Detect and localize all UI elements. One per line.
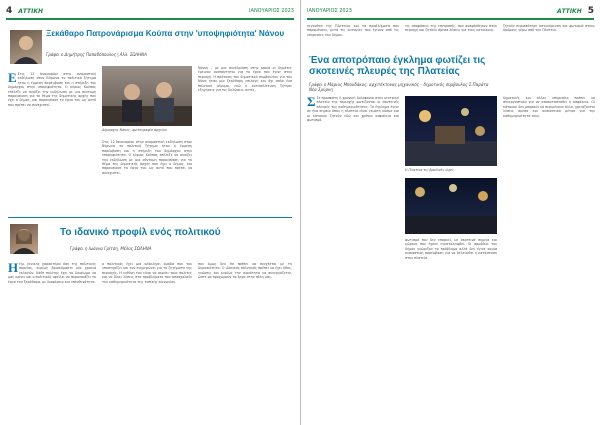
right-page <box>300 0 600 425</box>
right-article-title: Ένα αποτρόπαιο έγκλημα φωτίζει τις σκοτεινές πλευρές της Πλατείας <box>309 55 486 77</box>
right-date: ΙΑΝΟΥΑΡΙΟΣ 2023 <box>307 8 352 14</box>
right-masthead: ΑΤΤΙΚΗ <box>557 7 582 15</box>
right-article-caption: Η Πλατεία τις βραδινές ώρες <box>405 168 454 172</box>
left-masthead: ΑΤΤΙΚΗ <box>18 7 43 15</box>
article1-caption: Δήμαρχος Νάνος, φωτογραφία αρχείου <box>102 128 167 132</box>
right-article-text-col1: Σ Σε προσφάτη ή χρονική δολοφονία στην κεντρική πλατεία της περιοχής φωτίζονται οι σκοτεινές πλευρές της καθημερινότητας. Το έγκλημα έγινε σε ένα σημείο όπου η πλατεία είναι γεμάτη κόσμο και οι κάτοικοι ζητούν εδώ και χρόνια ασφάλεια και φωτισμό. <box>307 96 399 123</box>
dropcap: Ε <box>8 72 17 85</box>
right-page-number: 5 <box>587 6 594 16</box>
square-photo <box>405 96 497 166</box>
article2-byline: Γράφει η Ιωάννα Γρίτση, Μέλος ΣΩΛΗΝΑ <box>70 246 152 251</box>
article2-text-col1: Η Ημ. γενικής χαρακτήρα όψη της πολιτικής πορείας, κυρίως βρισκόμαστε μία χρονιά εκλογών. Κάθε πολίτης έχει το δικαίωμα να μας κρίνει και ο πολιτικός οφείλει να παρουσιάζει το έργο του ξεκάθαρα, με διαφάνεια και υπευθυνότητα. <box>8 262 96 284</box>
left-header-rule <box>6 18 294 20</box>
dropcap-2: Η <box>8 262 19 275</box>
top-text-col1: γεγονότα της Πλατείας και τα προβλήματα που παραμένουν, μετά τις αυτοψίες που έγιναν από τις υπηρεσίες του δήμου. <box>307 24 399 37</box>
author-photo <box>10 30 42 64</box>
article2-text-col3: που όμως δεν θα πρέπει να συγχέεται με τη δημοσιότητα. Ο ιδανικός πολιτικός πρέπει να έχει ήθος, γνώσεις και κυρίως την ικανότητα να συνεργάζεται, ώστε να προχωρούν τα έργα στην πόλη μας. <box>198 262 292 280</box>
top-text-col3: ζητούν περισσότερη αστυνόμευση και φωτισμό στους δρόμους γύρω από την Πλατεία. <box>503 24 595 33</box>
article1-byline: Γράφει ο Δημήτρης Παπαδόπουλος | Αλλ. ΣΩΛΗΝΑ <box>46 52 147 57</box>
left-date: ΙΑΝΟΥΑΡΙΟΣ 2023 <box>249 8 294 14</box>
right-article-text-col2: φωτισμό που δεν επαρκεί, με σκοτεινά σημεία και χώρους που έχουν εγκαταλειφθεί. Οι αρμόδιοι του δήμου γνώριζαν το πρόβλημα αλλά δεν έγινε καμία ουσιαστική παρέμβαση για να βελτιωθεί η κατάσταση στην πλατεία. <box>405 238 497 260</box>
article1-photo <box>102 66 192 126</box>
right-header-rule <box>307 18 594 20</box>
article1-text-col1b: Στις 12 Ιανουαρίου στην ονομαστική εκδήλωση στον Βύρωνα το πολιτικό ζήτημα ήταν η έμμεση παρέμβαση και η στήριξη του δημάρχου στην υποψηφιότητα. Ο κύριος Κούπας επέλεξε να ανοίξει την εκδήλωση με μια σύντομη παρουσίαση για το θέμα της δημοτικής αρχής που έχει ο δήμος, και παρουσίασε το έργο του ως αυτό που πρέπει να συνεχιστεί. <box>102 140 192 175</box>
article-divider <box>8 217 292 218</box>
article2-text-col2: ο πολιτικός έχει μια ολόκληρη ομάδα που τον υποστηρίζει και τον ενημερώνει για τα ζητήματα της περιοχής. Η ευθύνη του είναι να ακούει τους πολίτες και να δίνει λύσεις στα προβλήματα που απασχολούν την καθημερινότητα της τοπικής κοινωνίας. <box>102 262 192 284</box>
article2-title: Το ιδανικό προφίλ ενός πολιτικού <box>60 227 221 238</box>
dropcap-3: Σ <box>307 96 316 109</box>
right-article-byline: Γράφει ο Μάριος Μπουδάκος, αρχιτέκτονας μηχανικός – δημοτικός σύμβουλος Σ.Παράτα Νέα Σμύρνη <box>309 82 489 92</box>
square-photo-2 <box>405 178 497 234</box>
author2-photo <box>10 224 38 254</box>
right-header <box>307 4 594 18</box>
left-header <box>6 4 294 18</box>
article1-text-col1: Ε Στις 12 Ιανουαρίου στην ονομαστική εκδήλωση στον Βύρωνα το πολιτικό ζήτημα ήταν η έμμεση παρέμβαση και η στήριξη του δημάρχου στην υποψηφιότητα. Ο κύριος Κούπας επέλεξε να ανοίξει την εκδήλωση με μια σύντομη παρουσίαση για το θέμα της δημοτικής αρχής που έχει ο δήμος, και παρουσίασε το έργο του ως αυτό που πρέπει να συνεχιστεί. <box>8 72 96 107</box>
article1-title: Ξεκάθαρο Πατρονάρισμα Κούπα στην 'υποψηφιότητα' Νάνου <box>46 29 285 38</box>
right-article-text-col3: δημοτικές και άλλες υπηρεσίες πρέπει να συνεργαστούν για να αποκατασταθεί η ασφάλεια. Οι κάτοικοι δεν μπορούν να περιμένουν άλλο, χρειάζονται λύσεις άμεσα και ουσιαστικά μέτρα για την καθημερινότητά τους. <box>503 96 595 118</box>
top-text-col2: τις αποφάσεις της επιτροπής, που αναφέρθηκαν στην περιοχή και ζητούν άμεσα λύσεις για τους κατοίκους. <box>405 24 497 33</box>
article1-text-col2: Νάνος – με μια συνεδρίαση στην οποία οι δημότες έμειναν αναπάντητοι για το έργο που έγινε στην περιοχή. Η πρόταση του δημοτικού συμβουλίου για τον Νάνο ήταν μια ξεκάθαρη επιλογή και όχι απλά ένα πολιτικό μήνυμα, ενώ η αντιπολίτευση ζήτησε εξηγήσεις για τις δηλώσεις αυτές. <box>198 66 292 93</box>
left-page-number: 4 <box>6 6 13 16</box>
